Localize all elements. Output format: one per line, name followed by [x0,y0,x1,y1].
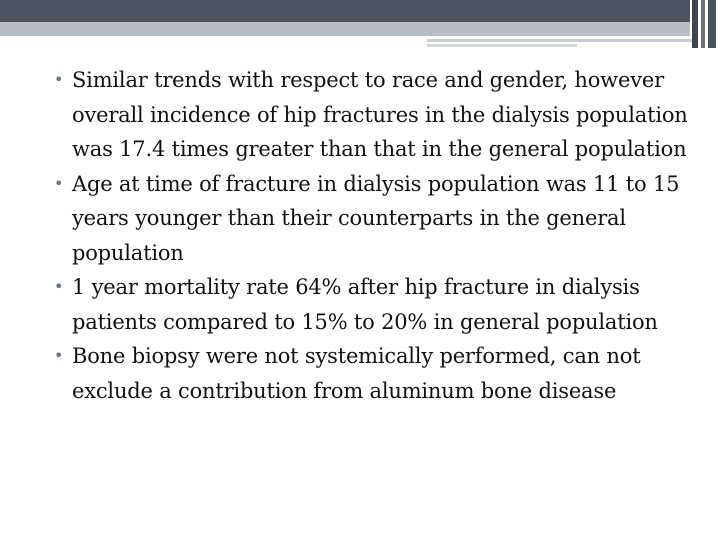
bullet-list [52,63,692,408]
bullet-icon: • [54,70,64,89]
bullet-text: Similar trends with respect to race and gender, however overall incidence of hip fractures in the dialysis population was 17.4 times greater than that in the general population [72,68,688,161]
bullet-text: 1 year mortality rate 64% after hip fracture in dialysis patients compared to 15% to 20% in general population [72,275,658,334]
bullet-item [52,167,692,271]
header-accent-line-short [427,44,577,47]
bullet-item [52,339,692,408]
bullet-icon: • [54,277,64,296]
bullet-item [52,63,692,167]
header-band-light [0,22,690,36]
corner-bar [701,0,705,48]
bullet-item [52,270,692,339]
header-accent-line [427,39,695,42]
corner-bar [708,0,716,48]
slide-body [52,63,692,408]
header-band-dark [0,0,690,22]
corner-decoration [692,0,720,48]
bullet-icon: • [54,173,64,193]
bullet-icon: • [54,346,64,365]
bullet-text: Bone biopsy were not systemically performed, can not exclude a contribution from aluminum bone disease [72,344,641,403]
corner-bar [692,0,698,48]
bullet-text: Age at time of fracture in dialysis population was 11 to 15 years younger than their counterparts in the general population [72,171,680,265]
